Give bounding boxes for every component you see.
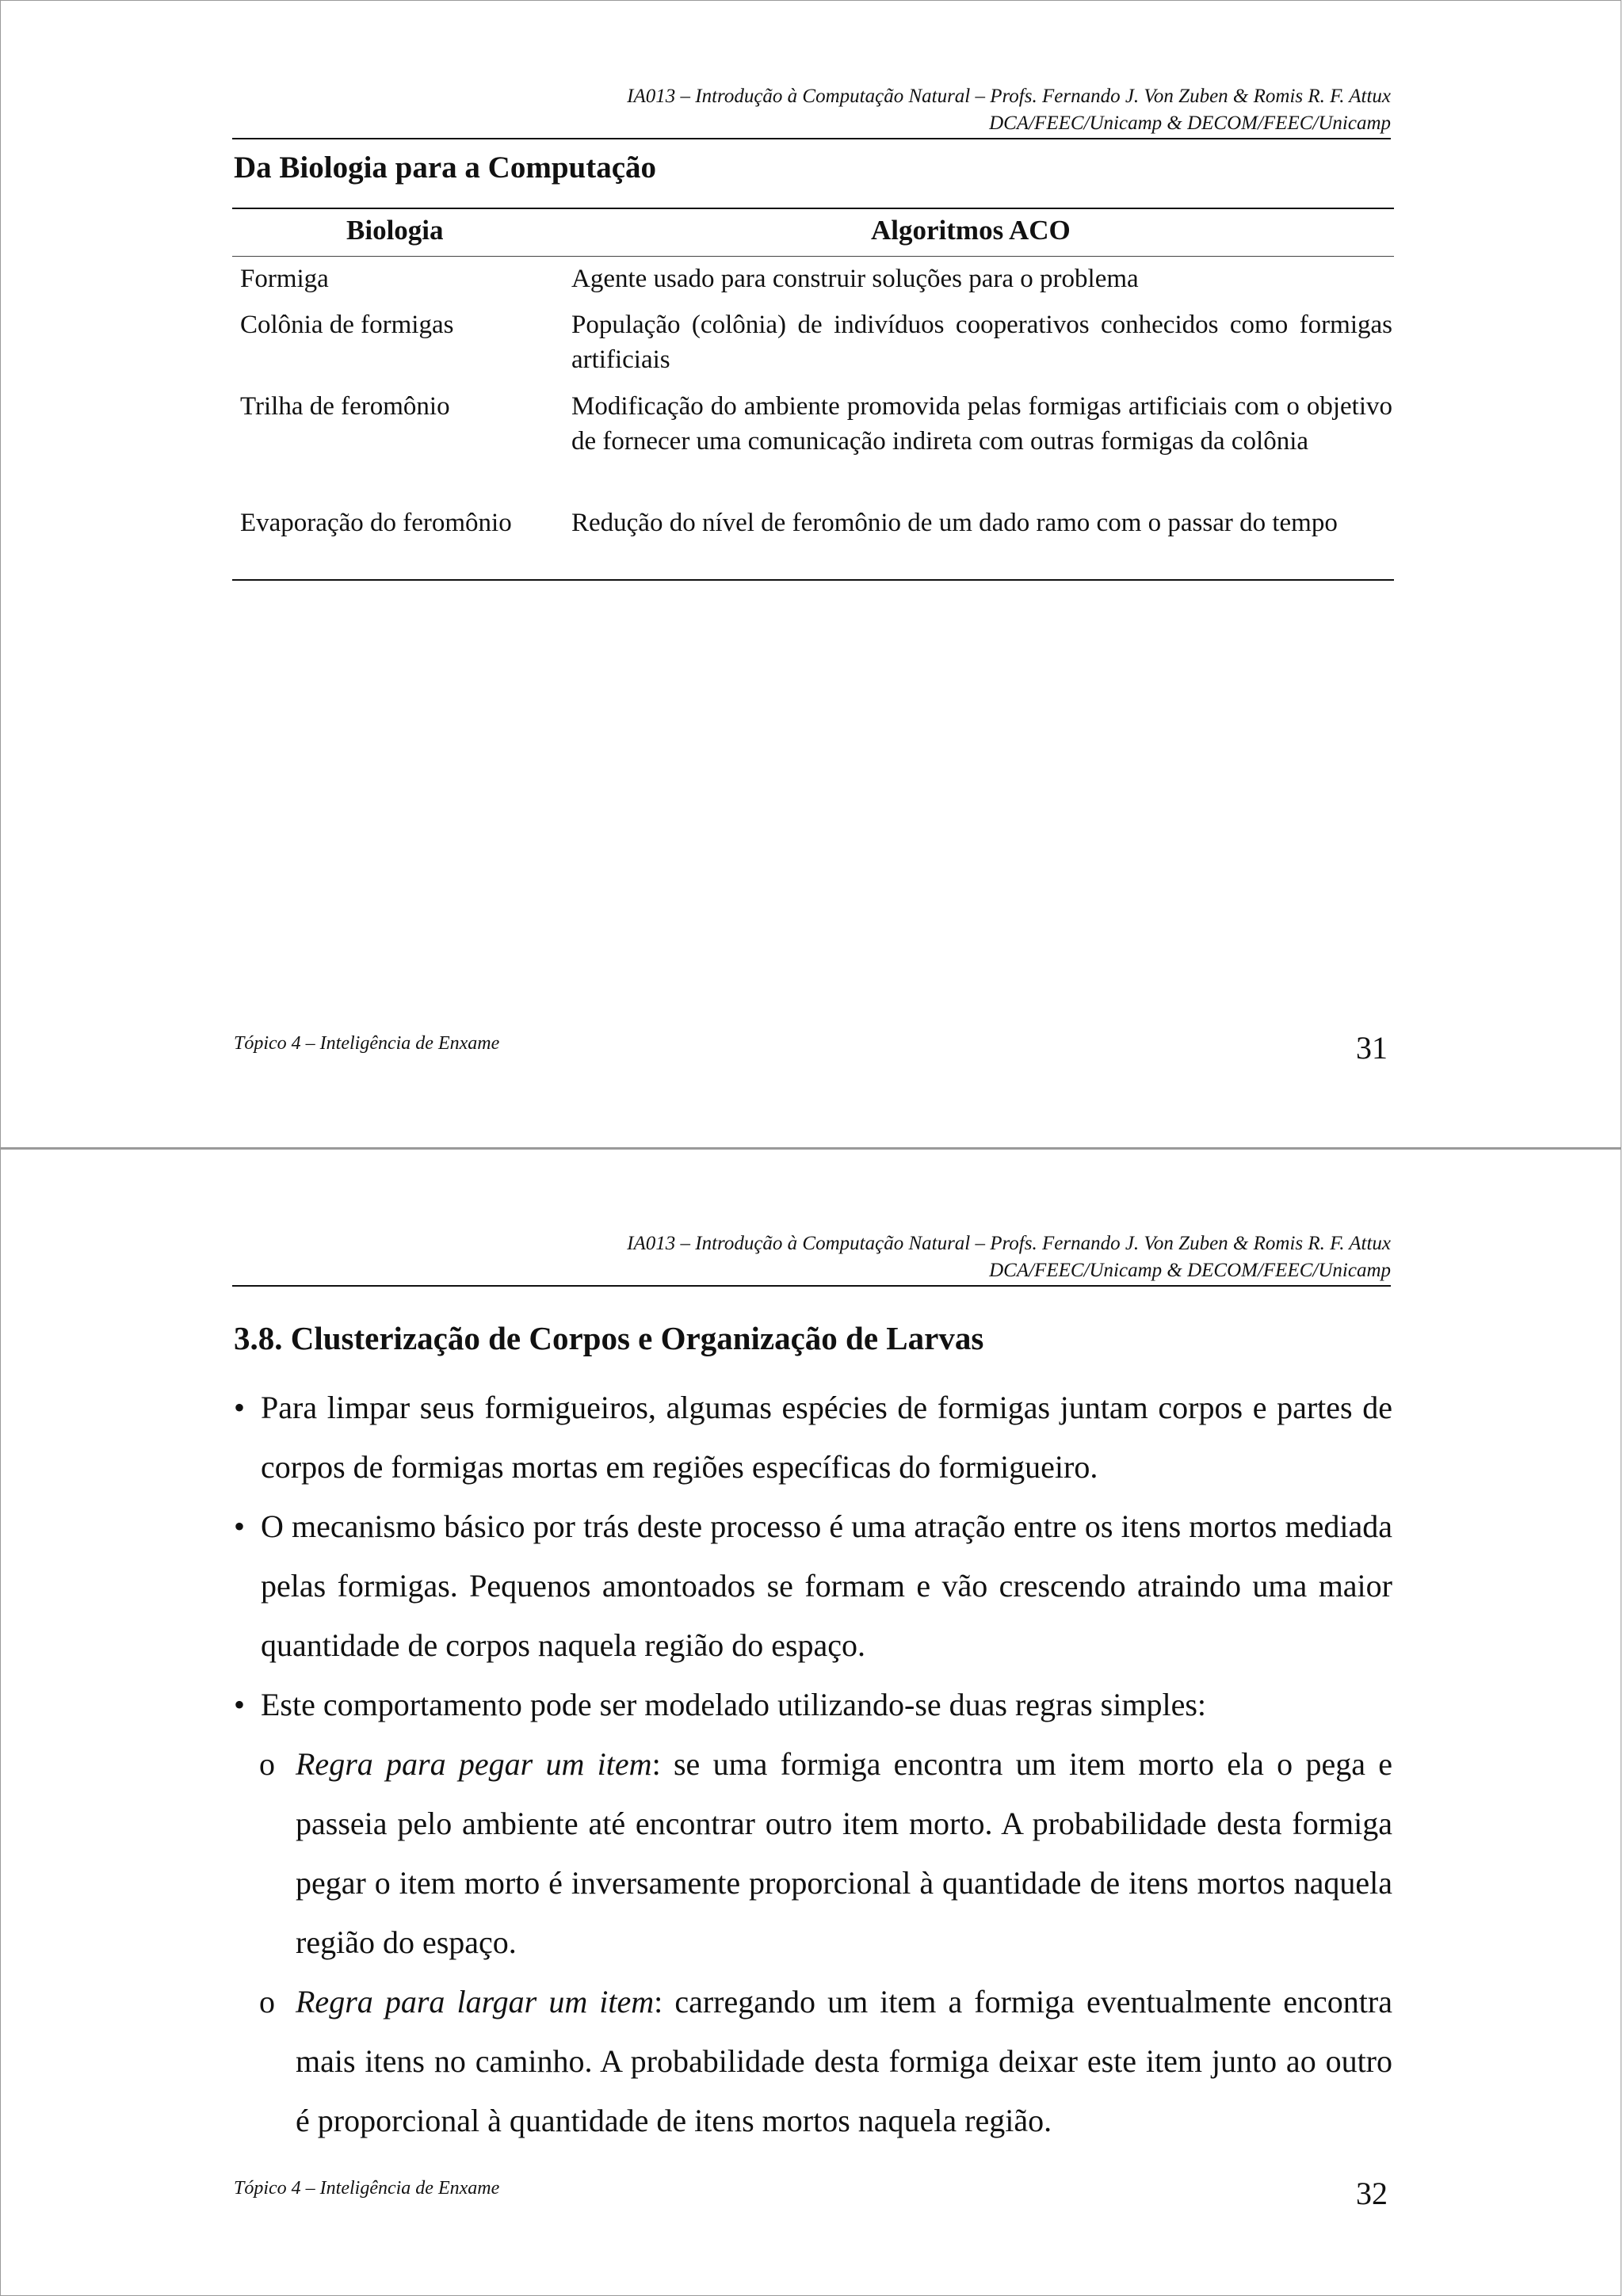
course-header [627,83,1391,137]
table-header-aco: Algoritmos ACO [871,215,1071,246]
biology-cell: Trilha de feromônio [240,392,450,421]
table-bottom-rule [232,579,1394,581]
bullet-item [234,1378,1392,1497]
sub-bullet-item [259,1734,1392,1972]
header-line-2: DCA/FEEC/Unicamp & DECOM/FEEC/Unicamp [989,113,1391,134]
biology-cell: Formiga [240,265,329,293]
bullet-marker: • [234,1390,246,1425]
header-line-1: IA013 – Introdução à Computação Natural – Profs. Fernando J. Von Zuben & Romis R. F. Attux [627,86,1391,107]
biology-cell: Evaporação do feromônio [240,509,512,537]
slide-32 [0,1148,1621,2296]
aco-cell: População (colônia) de indivíduos cooperativos conhecidos como formigas artificiais [571,311,1392,374]
rule-term: Regra para largar um item [296,1984,655,2019]
header-line-1: IA013 – Introdução à Computação Natural – Profs. Fernando J. Von Zuben & Romis R. F. Attux [627,1233,1391,1254]
page-number: 32 [1356,2176,1388,2211]
sub-bullet-text [296,1972,1392,2150]
course-header [627,1230,1391,1284]
table-header-biologia: Biologia [346,215,444,246]
sub-bullet-text [296,1734,1392,1972]
bullet-marker: • [234,1508,246,1544]
rule-description: : se uma formiga encontra um item morto ela o pega e passeia pelo ambiente até encontrar outro item morto. A probabilidade desta formiga pegar o item morto é inversamente proporcional à quantidade de itens mortos naquela região do espaço. [296,1746,1392,1960]
table-top-rule [232,208,1394,209]
sub-bullet-item [259,1972,1392,2150]
sub-bullet-marker: o [259,1746,275,1782]
aco-cell: Agente usado para construir soluções para o problema [571,265,1139,293]
table-row [240,261,329,296]
bullet-text: Para limpar seus formigueiros, algumas espécies de formigas juntam corpos e partes de corpos de formigas mortas em regiões específicas do formigueiro. [261,1390,1392,1485]
slide-footer: Tópico 4 – Inteligência de Enxame [234,1033,500,1054]
slide-title: Da Biologia para a Computação [234,151,657,185]
page-number: 31 [1356,1030,1388,1066]
slide-footer: Tópico 4 – Inteligência de Enxame [234,2178,500,2199]
bullet-text: O mecanismo básico por trás deste processo é uma atração entre os itens mortos mediada pelas formigas. Pequenos amontoados se formam e vão crescendo atraindo uma maior quantidade de corpos naquela região do espaço. [261,1508,1392,1663]
header-rule [232,138,1391,139]
table-row [240,307,453,342]
sub-bullet-marker: o [259,1984,275,2019]
rule-description: : carregando um item a formiga eventualmente encontra mais itens no caminho. A probabilidade desta formiga deixar este item junto ao outro é proporcional à quantidade de itens mortos naquela região. [296,1984,1392,2138]
section-title: 3.8. Clusterização de Corpos e Organização de Larvas [234,1320,984,1356]
bullet-item [234,1675,1392,1734]
table-row [240,505,512,540]
rule-term: Regra para pegar um item [296,1746,652,1782]
aco-cell: Redução do nível de feromônio de um dado ramo com o passar do tempo [571,509,1338,537]
header-rule [232,1285,1391,1287]
aco-cell: Modificação do ambiente promovida pelas formigas artificiais com o objetivo de fornecer uma comunicação indireta com outras formigas da colônia [571,392,1392,456]
header-line-2: DCA/FEEC/Unicamp & DECOM/FEEC/Unicamp [989,1260,1391,1281]
table-header-rule [232,256,1394,257]
slide-31 [0,0,1621,1148]
biology-cell: Colônia de formigas [240,311,454,339]
bullet-text: Este comportamento pode ser modelado utilizando-se duas regras simples: [261,1687,1207,1722]
bullet-marker: • [234,1687,246,1722]
bullet-item [234,1497,1392,1675]
table-row [240,389,450,424]
